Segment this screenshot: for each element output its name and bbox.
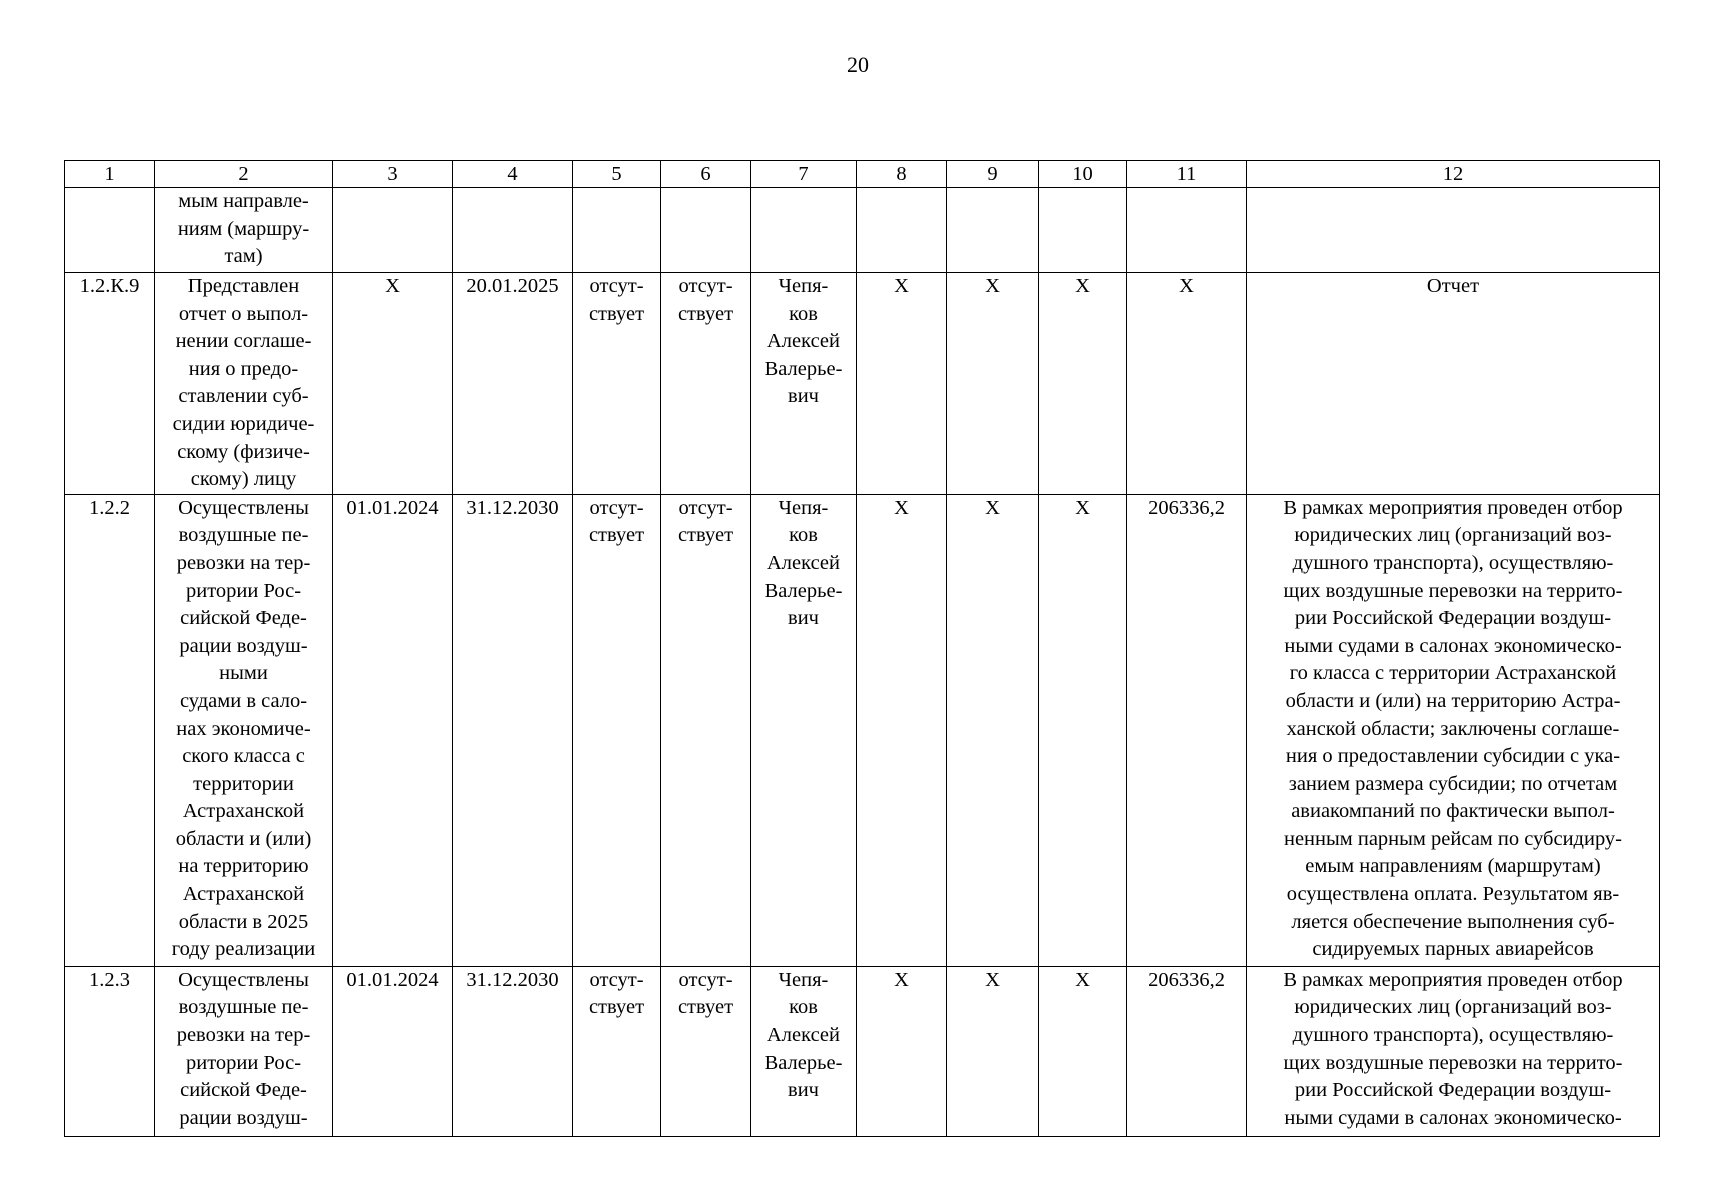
end-date-cell	[453, 188, 573, 273]
col5-text: отсут- ствует	[588, 496, 645, 547]
column-number: 6	[661, 161, 751, 188]
end-date-cell: 31.12.2030	[453, 494, 573, 966]
description-text: Осуществлены воздушные пе- ревозки на тер- ритории Рос- сийской Феде- рации воздуш-	[176, 968, 311, 1129]
col9-cell	[947, 188, 1039, 273]
responsible-text: Чепя- ков Алексей Валерье- вич	[764, 496, 843, 630]
result-text: В рамках мероприятия проведен отбор юридических лиц (организаций воз- душного транспорта), осуществляю- щих воздушные перевозки на террито- рии Российской Федерации воздуш- ными судами в салонах экономическо- го класса с территории Астраханской области и (или) на территорию Астра- ханской области; заключены соглаше- ния о предоставлении субсидии с ука- занием размера субсидии; по отчетам авиакомпаний по фактически выпол- ненным парным рейсам по субсидиру- емым направлениям (маршрутам) осуществлена оплата. Результатом яв- ляется обеспечение выполнения суб- сидируемых парных авиарейсов	[1283, 496, 1623, 961]
col8-cell: X	[857, 966, 947, 1136]
col6-cell	[661, 494, 751, 966]
column-number: 7	[751, 161, 857, 188]
continuation-row	[65, 188, 1660, 273]
col10-cell: X	[1039, 966, 1127, 1136]
end-date-cell: 31.12.2030	[453, 966, 573, 1136]
responsible-cell	[751, 273, 857, 495]
col9-cell: X	[947, 966, 1039, 1136]
description-cell	[155, 188, 333, 273]
responsible-cell	[751, 966, 857, 1136]
col11-cell: 206336,2	[1127, 966, 1247, 1136]
col6-cell	[661, 966, 751, 1136]
result-text: Отчет	[1426, 275, 1480, 297]
description-text: Осуществлены воздушные пе- ревозки на тер- ритории Рос- сийской Феде- рации воздуш- ными судами в сало- нах экономиче- ского класса с территории Астраханской области и (или) на территорию Астраханской области в 2025 году реализации	[171, 496, 316, 961]
result-cell	[1247, 188, 1660, 273]
result-cell	[1247, 273, 1660, 495]
measures-table	[64, 160, 1660, 1137]
col11-cell: 206336,2	[1127, 494, 1247, 966]
col8-cell: X	[857, 273, 947, 495]
responsible-cell	[751, 494, 857, 966]
column-number: 3	[333, 161, 453, 188]
result-text: В рамках мероприятия проведен отбор юридических лиц (организаций воз- душного транспорта), осуществляю- щих воздушные перевозки на террито- рии Российской Федерации воздуш- ными судами в салонах экономическо-	[1283, 968, 1623, 1129]
col8-cell	[857, 188, 947, 273]
table-row	[65, 273, 1660, 495]
column-number: 11	[1127, 161, 1247, 188]
col6-text: отсут- ствует	[677, 496, 734, 547]
end-date-cell: 20.01.2025	[453, 273, 573, 495]
start-date-cell: 01.01.2024	[333, 494, 453, 966]
result-cell	[1247, 966, 1660, 1136]
col11-cell	[1127, 188, 1247, 273]
column-number: 9	[947, 161, 1039, 188]
col5-cell	[573, 494, 661, 966]
responsible-cell	[751, 188, 857, 273]
start-date-cell: 01.01.2024	[333, 966, 453, 1136]
col8-cell: X	[857, 494, 947, 966]
col5-cell	[573, 966, 661, 1136]
column-number: 10	[1039, 161, 1127, 188]
description-text: Представлен отчет о выпол- нении соглаше- ния о предо- ставлении суб- сидии юридиче- скому (физиче- скому) лицу	[172, 275, 315, 491]
table-row	[65, 494, 1660, 966]
start-date-cell: X	[333, 273, 453, 495]
col6-text: отсут- ствует	[677, 275, 734, 325]
page-number: 20	[847, 52, 869, 77]
column-number: 5	[573, 161, 661, 188]
col9-cell: X	[947, 273, 1039, 495]
description-cell	[155, 273, 333, 495]
column-number: 4	[453, 161, 573, 188]
col6-cell	[661, 273, 751, 495]
col5-cell	[573, 188, 661, 273]
responsible-text: Чепя- ков Алексей Валерье- вич	[764, 275, 843, 408]
result-cell	[1247, 494, 1660, 966]
col6-cell	[661, 188, 751, 273]
col10-cell: X	[1039, 494, 1127, 966]
table-row	[65, 966, 1660, 1136]
column-number-row	[65, 161, 1660, 188]
code-cell: 1.2.К.9	[65, 273, 155, 495]
column-number: 1	[65, 161, 155, 188]
description-cell	[155, 494, 333, 966]
code-cell	[65, 188, 155, 273]
col9-cell: X	[947, 494, 1039, 966]
start-date-cell	[333, 188, 453, 273]
col10-cell: X	[1039, 273, 1127, 495]
description-text: мым направле- ниям (маршру- там)	[177, 190, 310, 268]
description-cell	[155, 966, 333, 1136]
column-number: 12	[1247, 161, 1660, 188]
column-number: 2	[155, 161, 333, 188]
code-cell: 1.2.2	[65, 494, 155, 966]
col5-text: отсут- ствует	[588, 968, 645, 1019]
col5-text: отсут- ствует	[588, 275, 645, 325]
responsible-text: Чепя- ков Алексей Валерье- вич	[764, 968, 843, 1102]
col5-cell	[573, 273, 661, 495]
col6-text: отсут- ствует	[677, 968, 734, 1019]
col11-cell: X	[1127, 273, 1247, 495]
col10-cell	[1039, 188, 1127, 273]
code-cell: 1.2.3	[65, 966, 155, 1136]
column-number: 8	[857, 161, 947, 188]
